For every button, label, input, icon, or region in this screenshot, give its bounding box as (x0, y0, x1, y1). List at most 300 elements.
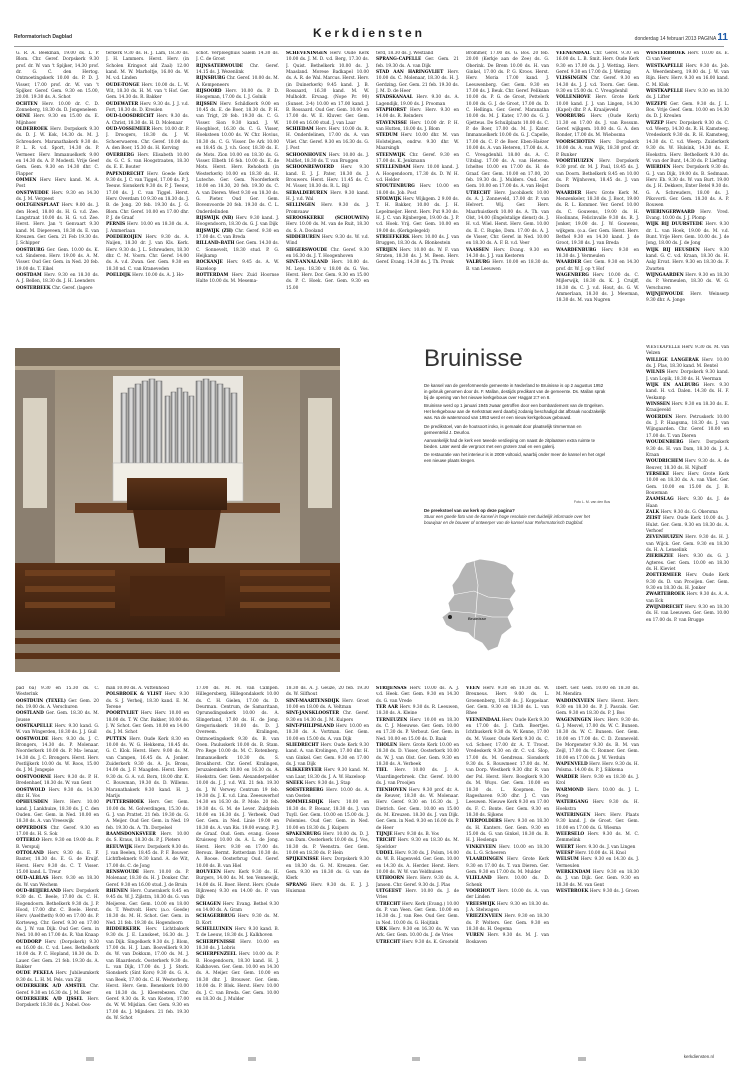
service-details: Herv. Weinserp 9.30 dhr. A. Jonge (646, 292, 729, 304)
place-name: OOLTGENSPLAAT (16, 203, 60, 209)
place-name: WIJNGAARDEN (646, 273, 684, 279)
service-entry (196, 870, 279, 902)
service-entry (16, 686, 99, 699)
place-name: UTRECHT (376, 901, 401, 907)
place-name: VOORHOUT (466, 889, 496, 894)
place-name: WILLIGE LANGERAK (646, 357, 699, 363)
service-details: Herv. 10.00 ds. S. Kraus, 18.30 ds. P. J. Pieters (106, 831, 189, 844)
service-details: Ger. Gem. 14.30 ds. C. Sonnevelt, 18.30 stud. P. G. Heijkamp (196, 241, 279, 259)
service-entry (106, 845, 189, 870)
service-entry (646, 472, 729, 497)
feature-paragraph: Aanvankelijk had de kerk een tweede verdieping om naast de zitplaatsen extra ruimte te bieden. Later werd die vergroot met een grotere zaal en een galerij. (424, 437, 596, 449)
service-entry (466, 191, 549, 248)
service-entry (646, 64, 729, 89)
place-name: OOSTLAND (16, 711, 44, 717)
service-entry (466, 933, 549, 946)
service-details: Herv. 9.30 ds. R. Leeuwen, 18.30 ds. A. Kleine (376, 705, 459, 717)
service-details: Herv. Grote Kerk M. Menzenkeler, 18.30 ds. J. Boot, 19.00 ds. R. L. Kommer. Ver. Geref. 10.00 ds. C. Gouwens, 19.00 ds. H. Hoolinans, Felicinvalle 9.30 ds. R. J. Jonker, 19.00 ds. J. W. Gouwens, wijkgem. (o.a. Ger. Gem. Herst. Herv. Bethel 9.30 en 14.30 kand. J. de Groot, 19.30 ds. J. van Breda (556, 190, 639, 247)
service-details: Herv. 9.30 ds. Job. A. Weerdenberg, 19.00 ds. J. W. van Rijn. Herv. Herv. 9.30 en 16.00 kand. C. M. Klok (646, 63, 729, 88)
service-entry (376, 743, 459, 768)
service-details: Herv. Oude Kerk 9.30 ds. D. van Prooijen. Ger. Gem. 9.30 en 18.30 ds. H. Jonker (646, 573, 729, 592)
service-entry (196, 952, 279, 1003)
place-name: POELDIJK (106, 273, 131, 279)
service-details: Herv. 9.30 en 18.30 ds. J. van Dijk. Ger. Gem. 9.30 en 18.30 ds. M. van Gent (556, 869, 639, 888)
place-name: VEENENDAAL (466, 717, 501, 723)
place-name: OUDDORP (16, 939, 42, 945)
service-details: Herv. (Dorpskerk) 9.30 en 16.00 ds. C. v.d. Lees. Bethelkerk 10.00 ds. P. C. Hopland, 18.30 ds. D. Lauer. Ger. Gem. 21 feb. 19.30 ds. A. Bakker (16, 939, 99, 971)
place-name: VOORTHUIZEN (556, 158, 594, 164)
service-details: Herv. 10.00 ds. D. Schenk (466, 876, 549, 888)
service-entry (376, 718, 459, 743)
service-entry (106, 889, 189, 927)
service-entry (646, 516, 729, 535)
listing-column (196, 51, 279, 343)
place-name: ROUVEEN (196, 869, 221, 875)
header-rule (14, 46, 724, 47)
service-entry (16, 826, 99, 839)
service-entry (646, 370, 729, 383)
registration-mark (86, 1057, 94, 1061)
service-details: terd, 18.30 ds. J. Westland (376, 51, 434, 56)
place-name: WOUDENBERG (646, 440, 684, 446)
service-entry (466, 845, 549, 858)
service-entry (646, 383, 729, 402)
service-details: Chr. Geref. 9.30 en 14.30 ds. J. J. v.d. Toorn. Ger. Gem. 9.30 en 15.00 ds. C. Vreugdenhil (556, 76, 639, 95)
place-name: ONSTWEDDE (16, 190, 49, 196)
service-entry (466, 718, 549, 820)
place-name: OOSTDAM (16, 273, 42, 279)
service-details: Herv. 9.30 kand. B. T. de Leeuw, 18.30 ds. J. Kalkhoven (196, 927, 279, 939)
place-name: WELSUM (556, 857, 579, 863)
service-details: Herv. 9.30 ds. K. Grooteld (401, 939, 459, 945)
service-details: Herv. 10.00 en 18.30 ds. C. J. Meeuwse. Ger. Gem. 10.00 en 17.30 ds. P. Verbout. Ger. Gem. in Ned. 10.00 en 15.00 ds. D. Baak (376, 717, 459, 742)
service-details: Herv. 9.30 en 18.30 ds. J. Lifter (646, 89, 729, 101)
place-name: STRIJENSAS (376, 686, 407, 691)
place-name: ZOETERMEER (646, 573, 682, 579)
place-name: OCHTEN (16, 101, 38, 107)
service-entry (16, 997, 99, 1010)
service-details: Herv. Herv. 10.00 ds. R. H. Onderdelinen, 17.00 ds. A. van Vliet. Chr. Geref. 9.30 en 16.30 ds. G. J. Post (286, 127, 369, 152)
place-name: WEESP (556, 850, 574, 856)
service-details: Herv. 10.00 ds. A. van Oosten (286, 787, 369, 799)
place-name: RIJSOORD (196, 89, 222, 95)
listing-column (196, 686, 279, 1048)
service-details: Ibert. Ger. Gem. 10.00 en 18.30 ds. M. Mendira (556, 686, 639, 698)
service-entry (556, 813, 639, 832)
service-details: Herv. 9.30 ds. M. D. Kort (196, 914, 279, 926)
service-details: Herv. 9.30 ds. J. J. v.d. Fort, 18.30 ds. D. Kreulen (106, 101, 189, 114)
place-name: ZWARTEBROEK (646, 592, 685, 598)
service-details: Herv. Cunerakerk 8.45 en 9.45 ds. W. J. Zijlstra, 18.30 ds. G. van Meijeren. Ger. Gem. 10.00 en 18.00 ds. T. Westvolt. Herv. (a.o. Goede) 18.30 ds. M. H. Schot. Ger. Gem. in Ned. 21 feb. 19.30 ds. Hogendoorn (106, 889, 189, 926)
place-name: SPIJKENISSE (286, 857, 319, 863)
service-details: Herv. 9.30 en 18.30 ds. W. Breuneus. Herv. 9.00 ds. L. Groenenberg, 18.30 ds. J. Koppelaar. Ger. Gem. 9.30 en 18.30 ds. L. van Rhee (466, 686, 549, 717)
service-details: Herv. Lichtbakerk 9.30 ds. J. E. Lanskeet, 16.30 ds. J. van Dijk. Singelkerk 9.30 ds. J. Blom, 17.00 ds. H. J. Lam. Bosvellierk 9.30 ds. W. van Dokkum, 17.00 ds. M. J. van Blaardenck. Oosterkerk 9.30 ds. L. van Dijk, 17.00 ds. J. J. Stork. Sionskerk (Sint Kors) 9.30 ds. G. A. van Beek, 17.00 ds. C. H. Westerberg. Herst. Herv. Gem. Benenkerk 10.00 en 18.30 ds. J. Kleerebezen. Chr. Geref. 9.30 ds. R. van Kooten, 17.00 ds. W. W. Mijslian. Ger. Gem. 9.30 en 17.00 ds. J. Mijnders. 21 feb. 19.30 ds. W. Schot (106, 927, 189, 1021)
place-name: REEUWIJK (106, 844, 133, 850)
place-name: WARDER (556, 774, 579, 780)
place-name: POLSBROEK & VLIST (106, 692, 162, 698)
service-entry (196, 89, 279, 102)
service-details: Herv. Kerk 9.30 ds. H. Burgers, 14.00 ds. M. ten Vennewijk, 14.00 ds. H. Boer. Herst. Herv. (Oude Bijkveen) 9.30 en 14.00 ds. P. van Dijk (196, 869, 279, 901)
service-entry (196, 273, 279, 286)
service-details: Herv. 9.30 ds. 14.30 dhr. H. Vos (16, 787, 99, 799)
place-name: VLIELAND (466, 876, 492, 882)
place-name: OTTERLO (16, 838, 40, 844)
place-name: UTRECHT (466, 190, 491, 196)
service-entry (106, 737, 189, 800)
service-entry (376, 197, 459, 235)
service-details: Chr. Geref. 9.30 en 16.00 ds. L. B. Smit. Herv. Oude Kerk 9.30 en 17.00 ds. J. J. Wetting. Herv. Geref. 9.30 en 17.00 ds. J. Wetting (556, 51, 639, 76)
service-details: Herv. Wijkgem. 2 9.00 ds. T. H. Bakker, 10.00 ds. J. H. Lepelmeijer. Herst. Herv. Put 9.30 ds. H. J. C. van Rijnbergen, 19.00 ds. J. P. v.d. Hoek. Vrij. Ger. Gem. 10.00 en 19.00 ds. (Kerkgelegeld) (376, 196, 459, 234)
service-details: Herv. 9.30 ds. A. A. van Eck (646, 592, 729, 604)
service-details: Herv. 10.00 ds. P. Molenaar, 18.30 ds. H. J. Donker. Chr. Geref. 9.30 en 16.00 stud. J. de Bruin (106, 869, 189, 888)
place-name: WEERT (556, 844, 575, 850)
place-name: SOMMELSDIJK (286, 800, 324, 806)
place-name: OLDEBROEK (16, 127, 48, 133)
service-entry (466, 819, 549, 844)
service-entry (556, 114, 639, 139)
place-name: WILNIS (646, 370, 665, 376)
listing-column (16, 51, 99, 343)
place-name: VUREN (466, 933, 484, 939)
place-name: WAARDER (556, 190, 582, 196)
service-details: Herv. 10.00 ds. J. Plas, 18.30 kand. M. Bentel (646, 357, 729, 370)
service-entry (196, 914, 279, 927)
service-entry (106, 51, 189, 83)
service-details: Herv. 9.30 ds. E. J. J. Huisman (286, 882, 369, 894)
service-entry (646, 592, 729, 605)
place-name: RIJSWIJK (ZH) (196, 228, 233, 234)
service-details: Herv. Goede Kerk 9.30 ds. J. C. van Tiggel, 17.00 ds. P. J. Teeuw. Sionskerk 9.30 ds. P. J. Teeuw, 17.00 ds. J. C. van Tiggel. Herst. Herv. Overdam 10 9.30 en 18.30 ds. J. B. de Jong. 20 feb. 19.30 ds. J. G. Blom. Chr. Geref. 10.00 en 17.00 dhr. P. J. de Graaf (106, 171, 189, 221)
page-number: 11 (717, 32, 728, 43)
service-details: Herv. Jubileumkerk 9.30 ds. L. H. M. Pels. van Ziji (16, 971, 99, 983)
service-entry (646, 292, 729, 305)
service-entry (196, 51, 279, 64)
place-name: OTTOLAND (16, 850, 44, 856)
place-name: RAAMSDONKSVEER (106, 831, 156, 837)
service-entry (376, 686, 459, 705)
service-entry (376, 889, 459, 902)
service-entry (16, 248, 99, 273)
place-name: ZEVENHUIZEN (646, 535, 684, 541)
service-details: Herv. 9.30 ds. J. de Haan (646, 497, 729, 509)
place-name: RENSWOUDE (106, 869, 140, 875)
place-name: WIJNJEWOUDE (646, 292, 684, 298)
service-details: Herv. 9.30 en 14.30 ds. J. Vermeulen (556, 857, 639, 869)
service-entry (376, 768, 459, 787)
service-details: pad 6a) 9.30 en 15.30 ds. C. Westerink (16, 686, 99, 698)
place-name: STEENWIJK (376, 152, 406, 158)
place-name: POEDEROIJEN (106, 234, 142, 240)
service-details: Herv. 9.45 ds. A. W. Hazeloop (196, 260, 279, 272)
service-details: Herv. 9.30 ds. J. Stap (304, 781, 351, 787)
service-details: 18.30 ds. A. J. Geuze, 20 feb. 19.30 ds. W. Silfhout (286, 686, 369, 698)
service-entry (286, 216, 369, 235)
service-entry (16, 114, 99, 127)
registration-mark (412, 1057, 420, 1061)
publication-name: Reformatorisch Dagblad (14, 34, 73, 40)
place-name: OOSTWOLDE (16, 736, 49, 742)
service-details: Herv. 10.00 kand. J. A. Hoogendoorn, 17.30 ds. D. W. H. v.d. Helder (376, 165, 459, 183)
place-name: SPRANG (286, 882, 307, 888)
service-details: terkerk 9.30 ds. H. J. Lam, 18.30 ds. J. H. Lammers. Herst. Herv. (in Scholen Kringoot ald Zaal) 12.00 kand. M. W. Marholtje, 16.00 ds. W. M. v.d. Linden (106, 51, 189, 82)
service-details: Herv. Oude Kerk 8.30 en 10.00 ds. W. G. Hekkema, 18.45 ds. G. C. Klok. Herst. Herv. 9.00 ds. M. van Campen, 16.45 ds. A. Jonker. Zuiderkerk 9.30 ds. A. Js. Brons, 14.00 ds. J. F. Maagden. Herst. Herv. 9.30 ds. G. A. v.d. Born, 18.00 dhr. K. C. Bouwman, 19.30 ds. D. Willems. Maranathakerk 9.30 kand. H. J. Marijs (106, 736, 189, 799)
place-name: THOLEN (376, 743, 398, 749)
service-entry (286, 699, 369, 712)
service-details: Herv. 9.30 kand. M. van Laar, 18.30 ds. J. A. W. Hazeloop (286, 768, 369, 780)
service-details: Herv. Grote Kerk 9.30 en 17.00 ds. T. van Dieren. Ger. Gem. 9.30 en 17.00 ds. M. Mulder (466, 857, 549, 875)
service-entry (376, 788, 459, 832)
listing-column (286, 686, 369, 1048)
service-entry (376, 153, 459, 166)
service-details: Herv. Dorpskerk 9.30 ds. D. J. W. Kok, 14.30 ds. M. J. Schreuders. Maranathakerk 9.30 ds. P. L. R. v.d. Sport, 14.30 ds. P. Vermeer. Herv. Immanuelkerk 9.00 en 14.30 ds. A. P. Modesti. Vrije Geef Gem. Gem. 9.30 en 14.30 dhr. C. Flapper (16, 127, 99, 177)
place-name: RIJNSBURG (196, 76, 226, 82)
submission-info (424, 508, 606, 526)
service-details: Herv. 9.30 ds. A. Naijen, 18.30 dr. J. van Kls. Kerk. Herv. 9.30 ds. J. L. Schreuders, 18.30 dhr. C. M. Voorn. Chr. Geref. 14.00 ds. A. v.d. Zwan. Ger. Gem. 9.30 en 18.30 nd. C. van Kraneveden (106, 234, 189, 272)
photo-credit: Foto L. M. van den Bos (574, 500, 611, 504)
service-details: Herv. 9.30 ds. S. J. Verheij, 18.30 kand. E. M. Terene (106, 692, 189, 711)
service-details: Herv. 9.30 ds. J. C. Brongers, 14.30 ds. P. Molenaar. Noorderkerk 10.00 ds. P. Ma- lenaar, 14.30 ds. J. C. Brongers. Herst. Herv. Postlijkerk 10.00 ds. W. Roos, 15.00 ds. J. M. Jongepie (16, 736, 99, 774)
service-entry (556, 76, 639, 95)
service-details: Chr. Geref. 9.30 en 17.00 ds. K. Jenkmann (376, 152, 459, 164)
service-entry (556, 775, 639, 788)
listing-column (466, 686, 549, 1048)
feature-paragraph: De restauratie van het interieur is in 2009 voltooid, waarbij onder meer de kansel en het orgel een nieuwe plaats kregen. (424, 451, 606, 464)
service-entry (556, 159, 639, 191)
service-details: Herv. Groot 10.00 en 18.00 ds. A. Veltman (286, 698, 369, 711)
service-details: Herv. 10.00 en 18.00 ds. Job. Post (376, 184, 459, 196)
service-entry (16, 876, 99, 889)
service-details: Herv. 9.00 ds. J. den Hoed, 18.00 ds. H. G. v.d. Zee. Langstraat 10.00 ds. H. G. v.d. Zee. Herst. Herv. Jan 't Genvaart 9.30 kand. M. Diepeveen, 18.30 ds. E. van Kreuzen. Ger. Gem. 21 Feb 19.30 ds. J. Schipper (16, 203, 99, 247)
place-name: STAPHORST (376, 108, 407, 114)
place-name: SCHAGERBRUG (196, 914, 236, 920)
service-entry (286, 260, 369, 292)
place-name: SINT-MAARTENSDIJK (286, 698, 340, 704)
service-entry (376, 940, 459, 946)
service-details: Herv. 9.30 ds. A. Lagendijk, 19.00 ds. J. Prooman (376, 95, 459, 107)
service-details: Herv. 9.30 ds. P. H. Bredenhaef, 18.30 ds. W. van Gent (16, 774, 99, 787)
service-entry (646, 89, 729, 102)
place-name: OUDE PEKELA (16, 971, 54, 977)
service-entry (16, 851, 99, 876)
service-details: Herv. 9.30 en 19.00 ds. P. B. Verspuij (16, 838, 99, 850)
service-details: Herv. Herv. 9.30 en 14.00 ds. R. Reinders (376, 108, 459, 120)
service-details: Herv. 10.00 en 18.30 ds. A. J. Ammerlaan (106, 222, 189, 234)
service-entry (646, 402, 729, 415)
service-details: Herv. 9.30 ds. G. J. Agteres. Ger. Gem. 10.00 en 18.30 ds. H. Kieviet (646, 554, 729, 573)
service-entry (196, 76, 279, 89)
place-name: OPHEUSDEN (16, 800, 49, 806)
service-entry (376, 165, 459, 184)
place-name: STADSKANAAL (376, 95, 413, 101)
listing-column (376, 686, 459, 1048)
service-entry (196, 686, 279, 870)
service-details: Herv. 10.00 dr. P. J. Droogers, 18.30 ds. J. W. Schoerwaeren. Chr. Geref. 10.00 ds. A. den Boer, 15.30 ds. H. Korving (106, 127, 189, 152)
place-name: WIJK BIJ HEUSDEN (646, 247, 700, 253)
registration-mark (248, 1057, 256, 1061)
place-name: ROCKANJE (196, 260, 223, 266)
service-details: Herv. Herv. 9.30 ds. G. J. Mesvel, 17.00 ds. W. C. Bunsen. 18.30 ds. W. C. Bunsen. Ger. Gem. 10.00 en 17.00 ds. C. D. Zonneveld. De Morgenster 9.30 ds. B. M. van Zeijl, 17.00 ds. C. Ronner. Ger. Gem. 10.00 en 17.00 ds. J. W. Verduin (556, 717, 639, 761)
service-details: Herv. Evang. Bethel 9.30 en 14.00 ds. A. Gram (196, 901, 279, 914)
service-entry (286, 857, 369, 882)
service-details: Herv. 9.30 ds. A. Christ, 18.30 ds. H. D. Molenaar (106, 114, 189, 126)
place-name: ROTTERDAM (196, 273, 229, 279)
place-name: SCHOONREWOERD (286, 165, 334, 171)
place-name: WIJK EN AALBURG (646, 383, 700, 389)
place-name: SIDDEBUREN (286, 234, 320, 240)
service-entry (556, 140, 639, 159)
place-name: PUTTEN (106, 736, 127, 742)
service-entry (556, 788, 639, 801)
service-entry (286, 165, 369, 190)
service-entry (646, 345, 729, 358)
page-footer (0, 1052, 738, 1068)
service-entry (106, 870, 189, 889)
service-entry (16, 51, 99, 102)
place-name: UTRECHT (376, 939, 401, 945)
service-entry (196, 927, 279, 940)
service-details: Herv. 9.30 en 18.30 ds. J. Krol (556, 774, 639, 787)
service-entry (286, 800, 369, 832)
place-name: VREESWIJK (466, 901, 496, 907)
service-details: Herv. 9.30 en 18.30 ds. P. Wolters. Ger. Gem. 9.30 en 18.30 ds. H. Oegema (466, 914, 549, 933)
place-name: OPPERDOES (16, 825, 47, 831)
service-entry (106, 172, 189, 223)
service-details: Herv. 9.30 kand. H. v.d. Dalen. 14.30 ds. H. F. Veskamp (646, 383, 729, 401)
service-entry (106, 127, 189, 152)
service-details: Herv. 10.00 ds. P. D. Hoogeman, 17.00 ds. I. J. Golnik (196, 89, 279, 101)
service-details: Herv. Dorpskerk 9.30 ds. J. van Beelen, 18.45 ds. P. F. Bouwer. Lichtfbeknerk 9.30 kand. A. de Wit, 17.00 ds. C. de Jong (106, 844, 189, 869)
place-name: ZIERIKZEE (646, 554, 674, 560)
place-name: VEEN (466, 686, 480, 691)
service-details: Herv. Herv. Plaats 9.30 kand. J. de Groot. Ger. Gem. 10.00 en 17.00 ds. G. Wiesma (556, 812, 639, 831)
place-name: PAPENDRECHT (106, 171, 144, 177)
place-name: OUD-BEIJERLAND (16, 889, 61, 894)
service-details: Herv. 9.30 ds. J. Groen (589, 889, 639, 894)
place-name: UITGEEST (376, 889, 402, 894)
place-name: WAARDENBURG (556, 247, 597, 253)
service-details: Herv. Petruskerk 10.00 ds. J. P. Haagsma, 18.30 ds. J. van Wijngaarden. Chr. Geref. 10.00 en 17.00 ds. T. van Dieren (646, 414, 729, 439)
place-name: VRIEZENVEEN (466, 914, 503, 920)
place-name: WAARDER (556, 260, 582, 266)
service-entry (286, 127, 369, 152)
place-name: SELLINGEN (286, 203, 316, 209)
listing-column (466, 51, 549, 343)
service-entry (106, 114, 189, 127)
service-details: Herv. 9.30 ds. W. v.d. Wind (286, 234, 369, 247)
place-name: STELLENDAM (376, 165, 411, 171)
service-entry (16, 971, 99, 984)
service-entry (106, 692, 189, 711)
service-entry (16, 737, 99, 775)
service-entry (286, 743, 369, 768)
place-name: OOSTERBEEK (16, 285, 51, 291)
place-name: SCHOONHOVEN (286, 152, 327, 158)
service-entry (646, 102, 729, 121)
place-name: VOORSCHOTEN (556, 139, 596, 145)
service-details: Herv. Grote Kerk 10.00 en 18.30 ds. D. Visser, Oosterkerk 10.00 ds. W. J. van Olst. Ger. Gem. 9.30 en 18.30 ds. A. Verbeek (376, 743, 459, 768)
service-entry (16, 203, 99, 247)
service-details: Herv. 9.30 ds. A. de Reuver, 18.30 ds. H. Nijhoff (646, 459, 729, 471)
service-details: Herv. Herv. 10.00 kand. J. Lankhuize, 18.30 ds. J. C. den Ouden. Ger. Gem. in Ned. 10.00 en 18.30 ds. A. van Vreeswijk (16, 800, 99, 825)
service-entry (646, 605, 729, 624)
service-entry (376, 184, 459, 197)
service-details: Chr. Geref. 9.30 en 17.00 ds. C. van Breda (196, 228, 279, 240)
service-details: Brommer, 17.00 ds. G. Bos. 20 feb. 20.00 (Kerkje aan de Zee) ds. G. Oberink. De Brem 10.00 ds. H. van Ginkel, 17.00 ds. P. G. Kroos. Herst. Herv. Moria 17.00 kand. J. Leeuwenberg. Ger. Gem. 9.30 en 17.00 ds. J. Beuk. Chr. Geref. Pelikaan 10.00 ds. P. G. de Groot, Pettelerk 10.00 ds. G. J. de Groot, 17.00 ds. D. C. Hellinga. Ger. Geref. Maranatha 10.00 ds. M. J. Kater, 17.00 ds. G. J. Gjetteus. De Schuilplaats 10.00 ds. C. P. de Boer, 17.00 ds. M. J. Kater. Immanuelkerk 10.00 ds. G. J. Capelle, 17.00 ds. C. P. de Boer. Eben-Haëzer 10.00 ds. A. van Heteren, 17.00 ds. A. C. Vreugdenhil. 18.00 ds. A. C. Uitslag. 17.00 ds. A. van Heteren. Icheltes 10.00 en 17.00 ds. H. de Graaf. Ger. Gem. 10.00 en 17.00, 20 feb. 19.30 ds. J. Mulders. Oud. Ger. Gem. 10.00 en 17.00 ds. A. van Heijst (466, 51, 549, 190)
service-entry (556, 51, 639, 76)
place-name: SCHEVENINGEN (286, 51, 328, 56)
service-entry (16, 984, 99, 997)
service-details: Chr. Geref. 14.15 ds. J. Wezenlink (196, 63, 279, 76)
place-name: VAASSEN (466, 247, 489, 253)
service-details: Herv. 10.00 ds. J. de Vries (376, 889, 459, 901)
service-details: Ger. Gem. 10.00 ds. K. v.d. Sinderen. Herv. 19.00 ds. A. M. Visser. Oud Ger. Gem. in Ned. 20 feb. 19.00 ds. T. Eikel (16, 247, 99, 272)
service-details: Herv. 9.30 ds. M. J. van Boskaven (466, 933, 549, 945)
service-entry (196, 902, 279, 915)
service-entry (376, 57, 459, 70)
service-details: Herv. 10.00 en 18.30 ds. P. Bosaar, 18.30 ds. J. van Tuyll. Ger. Gem. 10.00 en 15.00 ds. J. Polemies. Oud Ger. Gem. in Ned. 10.00 en 18.30 ds. J. Kuipers (286, 800, 369, 831)
service-entry (376, 95, 459, 108)
service-entry (376, 876, 459, 889)
service-details: Herv. 10.00 ds. H. Knol (575, 850, 626, 856)
service-entry (376, 235, 459, 248)
listing-column (646, 51, 729, 343)
feature-title: Bruinisse (424, 345, 523, 372)
place-name: OUDERKERK A/D IJSSEL (16, 996, 83, 1002)
place-name: OUD-LOOSDRECHT (106, 114, 154, 120)
place-name: STAD AAN HARINGVLIET (376, 70, 444, 76)
service-entry (16, 127, 99, 178)
feature-article (424, 345, 606, 466)
place-name: WIJK BIJ DUURSTEDE (646, 222, 703, 228)
service-entry (466, 876, 549, 889)
service-details: Herv. Herv. kand. M. A. Post (16, 177, 99, 190)
service-entry (16, 273, 99, 286)
place-name: SCHERPENISSE (196, 939, 236, 945)
service-entry (106, 927, 189, 1022)
feature-paragraph: De predikstoel, van de houtsoort iroko, is gemaakt door plaatselijk timmerman en gemeentelid J. Deurloo. (424, 423, 582, 435)
place-name: TER AAR (376, 705, 398, 711)
service-details: Chr. Geref. (lagere (51, 285, 93, 291)
place-name: TIEL (376, 768, 388, 774)
place-name: SCHIEDAM (286, 127, 314, 133)
service-entry (376, 851, 459, 876)
place-name: VOLLENHOVE (556, 95, 591, 101)
place-name: SCHERPENZEEL (196, 952, 237, 958)
service-entry (646, 222, 729, 247)
service-entry (196, 241, 279, 260)
service-entry (646, 554, 729, 573)
service-details: Herv. Schildkerk 9.00 en 10.45 ds. E. de Boer, 18.30 ds. P. H. van Trigt, 20 feb. 19.30 ds. C. G. Visser. Sion 9.30 kand. J. W. Hoogbloot, 16.30 ds. C. G. Visser, Hoeksteen 10.00 ds. W. Chr. Hovius, 18.30 ds. C. G. Visser. De Ark 10.00 en 18.45 ds. J. v.h. Goor, 18.30 ds. E. de Mots. Zion 10.00 en 18.30 ds. G. Visser. Elbeth 16 feb. 10.00 ds. E. de Mots. Herst. Herv. Rehoboth (in Westerkerk) 10.00 en 18.30 ds. H. Luteche. Ger. Gem. Noorderkerk 10.00 en 18.30, 20 feb. 19.30 ds. C. A. van Dieren. West 9.30 en 18.30 ds. G. Pieter. Oud Ger. Gem. Bovenvoorde 20 feb. 19.30 ds. C. L. Onderdelinden (196, 101, 279, 215)
service-entry (466, 260, 549, 273)
service-entry (556, 718, 639, 762)
service-details: Herv. 9.30 ds. J. van Lingen (575, 844, 636, 850)
service-details: Herv. 9.30 en 18.30 ds. P. Vermeulen, 18.30 ds. W. G. Verschuren (646, 273, 729, 291)
place-name: WOUDRICHEM (646, 459, 684, 465)
service-entry (286, 724, 369, 743)
place-name: SINT-ANNALAND (286, 260, 328, 266)
service-details: Herv. 10.00 ds. W. F. van Straten, 18.30 ds. J. M. Been. Herv. Geref. Evang. 14.30 ds. J. Th. Pronk (376, 247, 459, 266)
service-details: Herv. Herv. 9.30 ds. H. Polsma. 14.00 ds. P. J. Sikkema (556, 762, 639, 774)
service-entry (466, 248, 549, 261)
service-entry (106, 235, 189, 273)
service-details: Herv. 9.30 en 18.30 ds. H. Kanters. Ger. Gem. 9.30 en 15.00 ds. G. van Ginkel, 18.30 ds. B. H. J. Heslenga (466, 819, 549, 844)
service-entry (106, 102, 189, 115)
place-name: UITHOORN (376, 876, 404, 882)
service-details: Herv. Herv. 10.00 en 18.00 ds. T. W. Chr. Bakker, 10.00 ds. J. W. Schot. Ger. Gem. 10.00 en 14.00 ds. J. M. Schot (106, 711, 189, 736)
service-entry (556, 870, 639, 889)
service-details: Herv. 9.30 ds. B. Vos (393, 831, 439, 837)
service-details: Chr. Geref. 9.30 en 17.00 ds. H. S. Sok (16, 825, 99, 837)
